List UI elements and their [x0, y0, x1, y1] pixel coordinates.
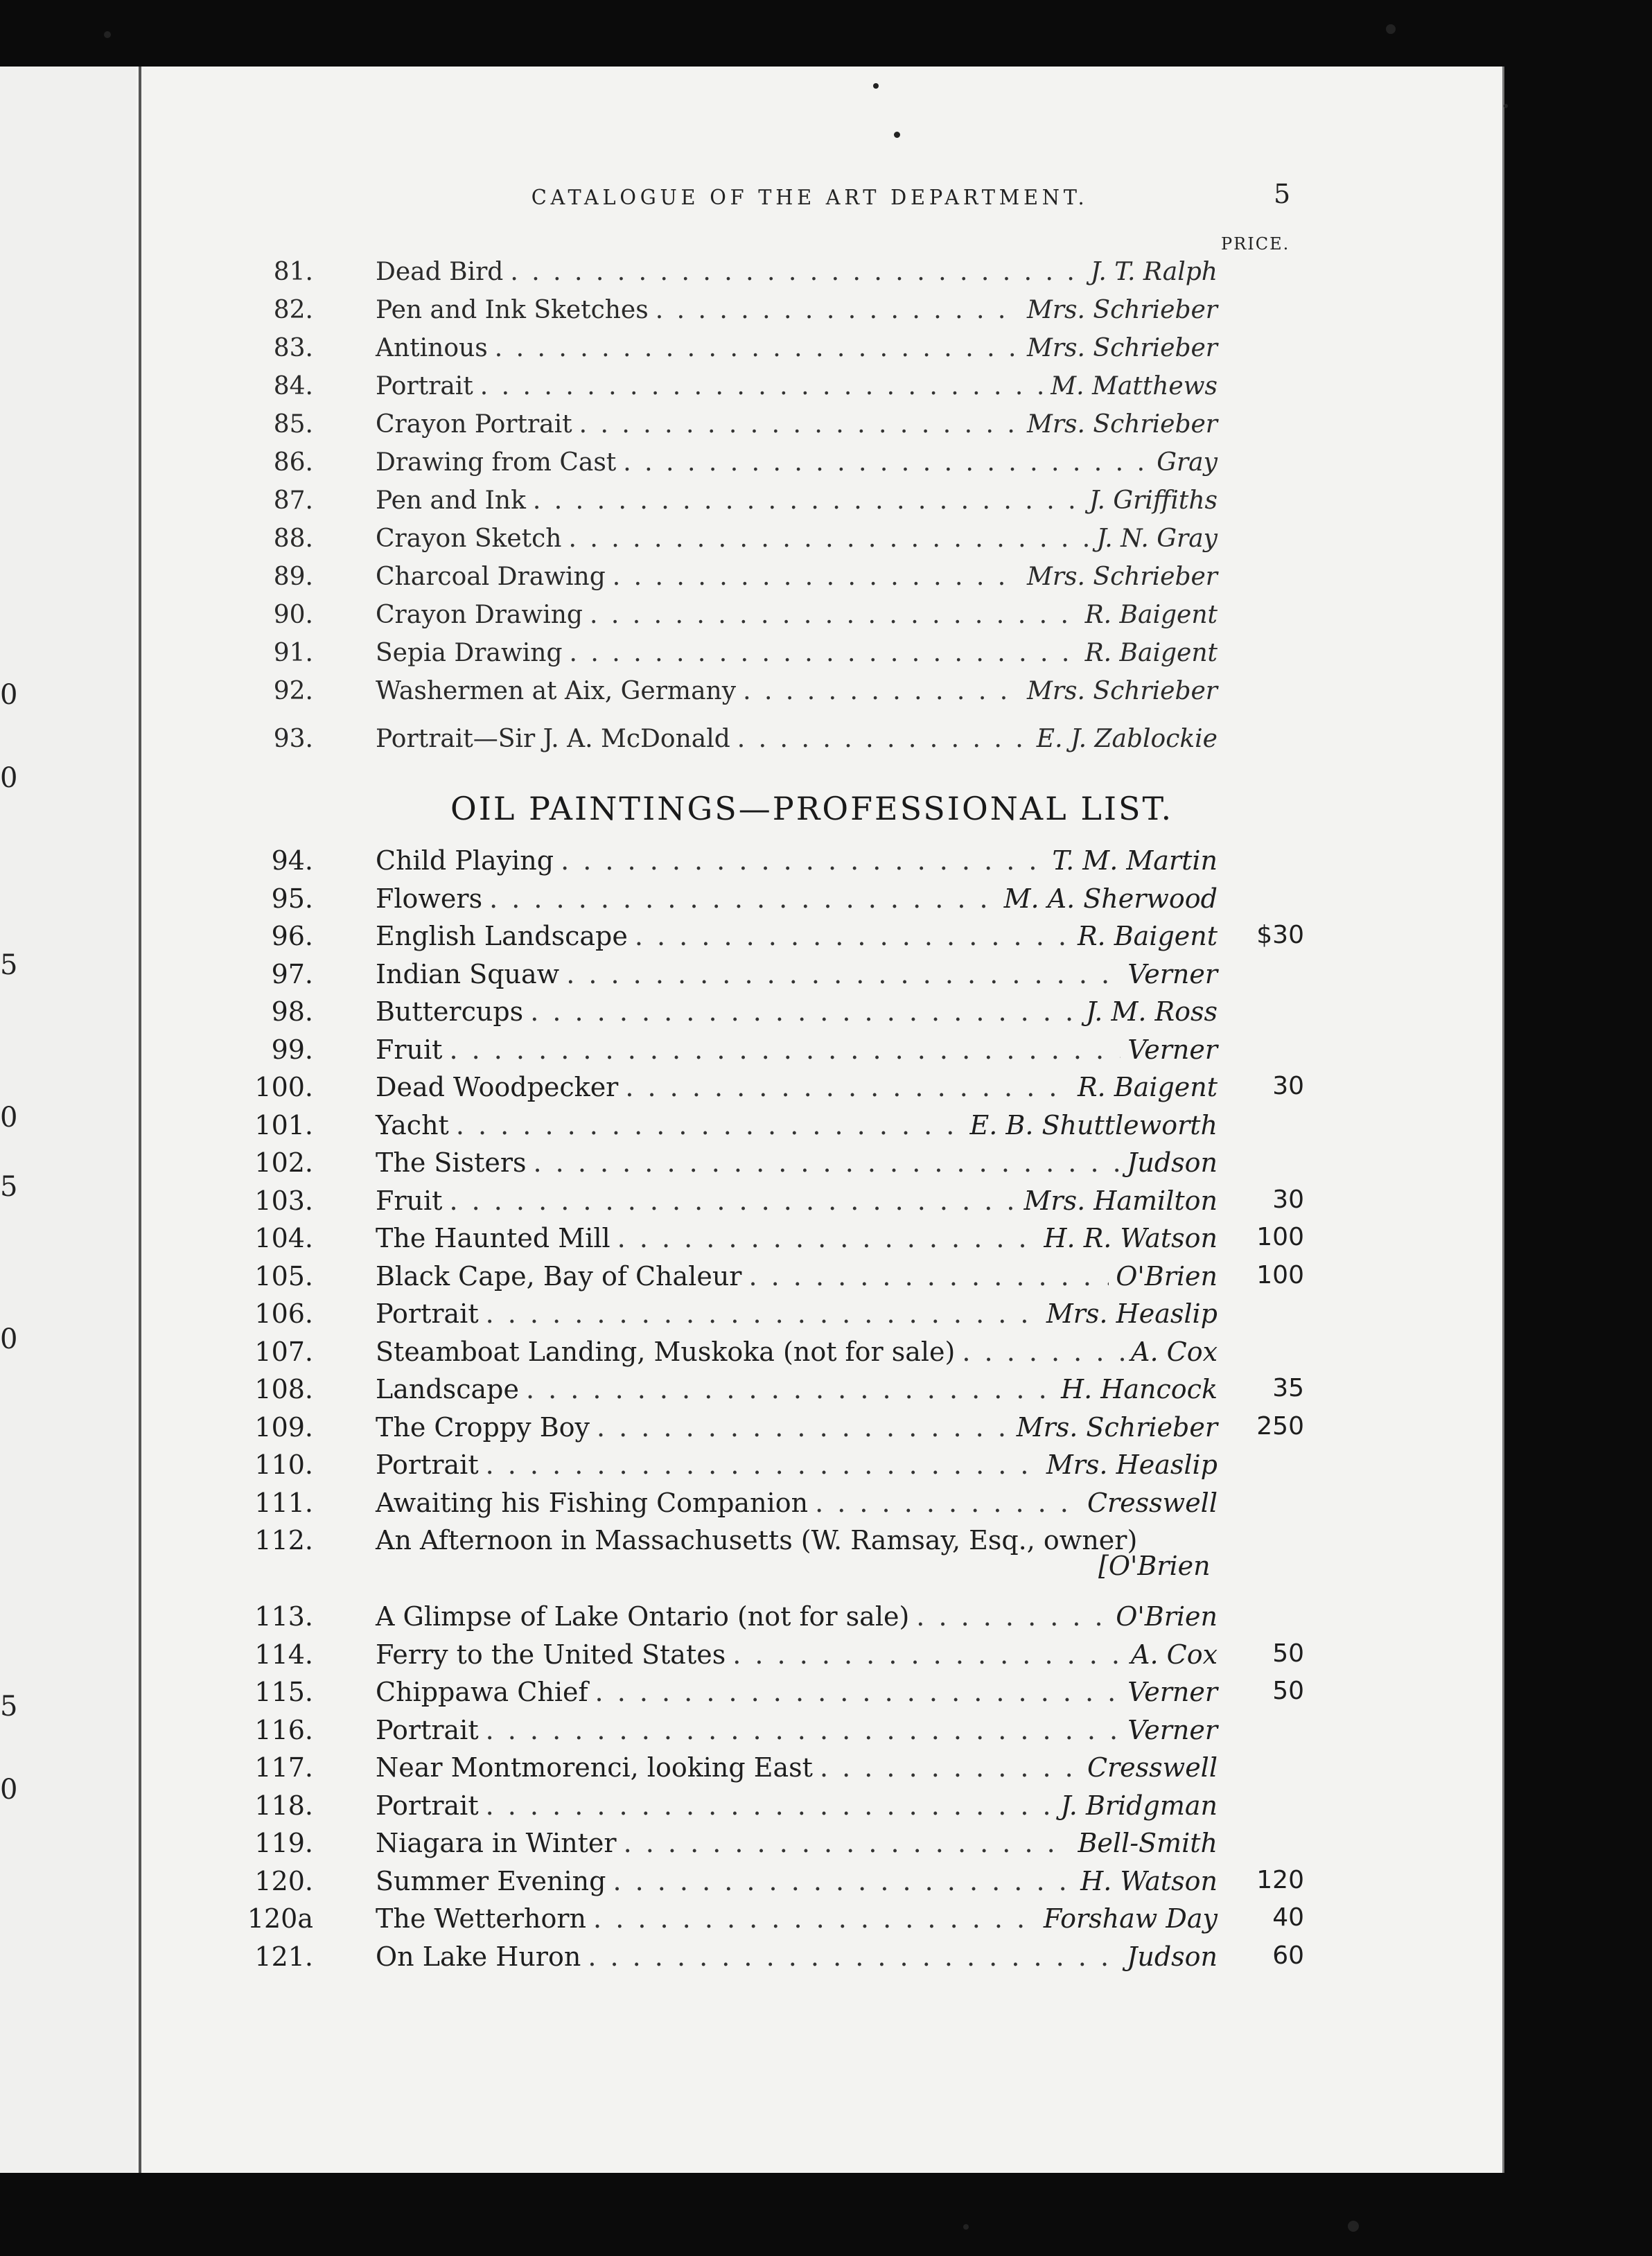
- entry-title: Indian Squaw: [376, 958, 560, 989]
- entry-number: 107.: [254, 1336, 313, 1367]
- entry-line: [376, 959, 1218, 989]
- entry-price: 100: [1256, 1260, 1304, 1289]
- leader-dots: [510, 258, 1083, 286]
- table-row: [254, 1677, 1317, 1711]
- previous-page-fragment: 0: [0, 1774, 18, 1806]
- entry-artist: Cresswell: [1087, 1487, 1218, 1518]
- entry-number: 89.: [273, 563, 313, 591]
- entry-number: 95.: [271, 883, 313, 914]
- entry-title: Dead Woodpecker: [376, 1072, 619, 1102]
- entry-line: [376, 1903, 1218, 1934]
- entry-number: 88.: [273, 525, 313, 553]
- entry-line: [376, 296, 1218, 324]
- entry-number: 121.: [254, 1941, 313, 1972]
- leader-dots: [815, 1488, 1080, 1518]
- entry-title: Crayon Sketch: [376, 525, 562, 553]
- entry-line: [376, 725, 1218, 753]
- entry-line: [376, 372, 1218, 400]
- entry-price: 50: [1272, 1677, 1304, 1705]
- entry-line: [376, 1639, 1218, 1670]
- entry-artist: J. T. Ralph: [1090, 258, 1218, 286]
- previous-page-edge: [0, 67, 136, 2173]
- leader-dots: [656, 296, 1020, 324]
- right-page-rule: [1502, 67, 1504, 2173]
- entry-artist: O'Brien: [1116, 1260, 1218, 1292]
- entry-number: 81.: [273, 258, 313, 286]
- previous-page-fragment: 0: [0, 1102, 18, 1134]
- entry-line: [376, 525, 1218, 553]
- entry-title: Ferry to the United States: [376, 1639, 726, 1670]
- entry-title: Charcoal Drawing: [376, 563, 606, 591]
- leader-dots: [590, 601, 1078, 629]
- scan-speck: [1386, 24, 1396, 34]
- entry-number: 93.: [273, 725, 313, 753]
- entry-number: 96.: [271, 921, 313, 951]
- scan-speck: [894, 132, 900, 138]
- table-row: [254, 1449, 1317, 1484]
- entry-line: [376, 1715, 1218, 1745]
- entry-title: Summer Evening: [376, 1865, 606, 1896]
- entry-artist: Verner: [1127, 1034, 1218, 1065]
- binding-rule: [139, 67, 141, 2173]
- entry-number: 112.: [254, 1525, 313, 1556]
- leader-dots: [486, 1715, 1121, 1745]
- entry-title: Pen and Ink Sketches: [376, 296, 649, 324]
- entry-price: 120: [1256, 1865, 1304, 1894]
- table-row: [273, 296, 1317, 331]
- entry-title: Pen and Ink: [376, 486, 526, 515]
- entry-number: 91.: [273, 639, 313, 667]
- entry-line: [376, 1866, 1218, 1896]
- table-row: [273, 334, 1317, 369]
- leader-dots: [597, 1412, 1010, 1443]
- entry-line: [376, 883, 1218, 914]
- entry-line: [376, 448, 1218, 477]
- leader-dots: [526, 1374, 1054, 1404]
- table-row: [273, 725, 1317, 759]
- entry-line: [376, 1752, 1218, 1783]
- entry-title: Landscape: [376, 1374, 519, 1404]
- table-row: [254, 1941, 1317, 1976]
- leader-dots: [530, 996, 1079, 1027]
- entry-number: 101.: [254, 1109, 313, 1140]
- entry-artist: Verner: [1127, 1677, 1218, 1707]
- table-row: [254, 1790, 1317, 1825]
- previous-page-fragment: 0: [0, 1323, 18, 1355]
- entry-line: [376, 1337, 1218, 1367]
- leader-dots: [617, 1223, 1037, 1253]
- table-row: [271, 883, 1317, 918]
- leader-dots: [566, 959, 1121, 989]
- entry-number: 118.: [254, 1790, 313, 1821]
- entry-line: [376, 1601, 1218, 1632]
- entry-number: 97.: [271, 958, 313, 989]
- entry-number: 87.: [273, 486, 313, 515]
- entry-line: [376, 1677, 1218, 1707]
- previous-page-fragment: 0: [0, 762, 18, 794]
- table-row: [254, 1828, 1317, 1862]
- entry-number: 90.: [273, 601, 313, 629]
- table-row: [254, 1374, 1317, 1409]
- entry-artist: Mrs. Heaslip: [1046, 1298, 1218, 1329]
- entry-line: [376, 1525, 1218, 1556]
- entry-artist: Judson: [1127, 1147, 1218, 1178]
- table-row: [254, 1109, 1317, 1145]
- leader-dots: [456, 1110, 963, 1140]
- price-column-heading: PRICE.: [1221, 234, 1290, 254]
- entry-title: Portrait—Sir J. A. McDonald: [376, 725, 730, 753]
- leader-dots: [635, 921, 1071, 951]
- entry-line: [376, 601, 1218, 629]
- entry-number: 114.: [254, 1639, 313, 1670]
- entry-artist: R. Baigent: [1084, 601, 1218, 629]
- entry-number: 83.: [273, 334, 313, 362]
- entry-artist: H. Hancock: [1060, 1374, 1218, 1404]
- entry-number: 85.: [273, 410, 313, 439]
- scan-speck: [873, 83, 879, 89]
- leader-dots: [595, 1677, 1121, 1707]
- entry-artist: Mrs. Schrieber: [1016, 1411, 1218, 1443]
- entry-line: [376, 1186, 1218, 1216]
- leader-dots: [570, 639, 1078, 667]
- entry-number: 92.: [273, 677, 313, 705]
- entry-artist: Cresswell: [1087, 1752, 1218, 1783]
- table-row: [273, 525, 1317, 559]
- entry-price: 35: [1272, 1374, 1304, 1402]
- leader-dots: [489, 883, 996, 914]
- entry-title: Awaiting his Fishing Companion: [376, 1487, 809, 1518]
- entry-line: [376, 639, 1218, 667]
- continued-artist-112: [O'Brien: [1098, 1551, 1211, 1581]
- table-row: [254, 1639, 1317, 1674]
- leader-dots: [820, 1752, 1080, 1783]
- section-title-oil-paintings: OIL PAINTINGS—PROFESSIONAL LIST.: [450, 790, 1174, 827]
- entry-title: The Haunted Mill: [376, 1223, 610, 1253]
- table-row: [254, 1260, 1317, 1296]
- entry-line: [376, 486, 1218, 515]
- leader-dots: [613, 1866, 1073, 1896]
- entry-artist: J. M. Ross: [1086, 996, 1218, 1027]
- leader-dots: [743, 677, 1020, 705]
- entry-artist: Bell-Smith: [1078, 1828, 1218, 1858]
- entry-artist: R. Baigent: [1084, 639, 1218, 667]
- table-row: [254, 1298, 1317, 1333]
- leader-dots: [624, 1828, 1071, 1858]
- leader-dots: [748, 1261, 1109, 1292]
- table-row: [254, 1147, 1317, 1182]
- entry-line: [376, 1941, 1218, 1972]
- entry-line: [376, 1072, 1218, 1102]
- entry-title: Portrait: [376, 372, 473, 400]
- entry-artist: Mrs. Schrieber: [1026, 677, 1218, 705]
- scan-speck: [104, 31, 111, 38]
- table-row: [271, 921, 1317, 955]
- leader-dots: [533, 486, 1082, 515]
- entry-number: 104.: [254, 1223, 313, 1253]
- entry-artist: H. R. Watson: [1044, 1223, 1218, 1253]
- leader-dots: [480, 372, 1044, 400]
- table-row: [254, 1185, 1317, 1220]
- entry-line: [376, 677, 1218, 705]
- entry-title: An Afternoon in Massachusetts (W. Ramsay, Esq., owner): [376, 1525, 1138, 1556]
- table-row: [254, 1714, 1317, 1750]
- table-row: [254, 1411, 1317, 1447]
- entry-artist: E. B. Shuttleworth: [969, 1109, 1218, 1140]
- entry-price: 30: [1272, 1072, 1304, 1100]
- entry-line: [376, 1034, 1218, 1065]
- entry-title: Near Montmorenci, looking East: [376, 1752, 813, 1783]
- entry-price: 100: [1256, 1223, 1304, 1251]
- leader-dots: [613, 563, 1020, 591]
- leader-dots: [449, 1034, 1121, 1065]
- entry-title: Chippawa Chief: [376, 1677, 588, 1707]
- entry-artist: T. M. Martin: [1052, 845, 1218, 876]
- table-row: [273, 601, 1317, 635]
- leader-dots: [579, 410, 1020, 439]
- entry-title: Yacht: [376, 1109, 449, 1140]
- entry-price: 50: [1272, 1639, 1304, 1668]
- table-row: [271, 845, 1317, 880]
- entry-title: Flowers: [376, 883, 483, 914]
- entry-artist: J. N. Gray: [1096, 525, 1218, 553]
- scan-speck: [963, 2224, 969, 2230]
- entry-number: 103.: [254, 1185, 313, 1216]
- table-row: [254, 1752, 1317, 1787]
- entry-artist: Mrs. Schrieber: [1026, 563, 1218, 591]
- table-row: [273, 448, 1317, 483]
- table-row: [254, 1072, 1317, 1107]
- entry-title: Black Cape, Bay of Chaleur: [376, 1260, 742, 1292]
- table-row: [254, 1601, 1317, 1636]
- entry-line: [376, 1449, 1218, 1480]
- leader-dots: [495, 334, 1020, 362]
- scan-speck: [1504, 104, 1508, 108]
- entry-number: 99.: [271, 1034, 313, 1065]
- entry-number: 100.: [254, 1072, 313, 1102]
- entry-line: [376, 845, 1218, 876]
- table-row: [254, 1336, 1317, 1371]
- entry-title: Buttercups: [376, 996, 524, 1027]
- entry-number: 115.: [254, 1677, 313, 1707]
- entry-line: [376, 1828, 1218, 1858]
- entry-artist: R. Baigent: [1077, 921, 1218, 951]
- entry-title: Fruit: [376, 1185, 443, 1216]
- leader-dots: [962, 1337, 1124, 1367]
- entry-number: 105.: [254, 1260, 313, 1292]
- leader-dots: [732, 1639, 1124, 1670]
- entry-artist: E. J. Zablockie: [1036, 725, 1218, 753]
- entry-title: Steamboat Landing, Muskoka (not for sale): [376, 1336, 956, 1367]
- entry-price: $30: [1256, 921, 1304, 949]
- running-header: CATALOGUE OF THE ART DEPARTMENT.: [531, 186, 1089, 210]
- entry-artist: Gray: [1157, 448, 1218, 477]
- entry-line: [376, 1412, 1218, 1443]
- leader-dots: [561, 845, 1045, 876]
- entry-number: 94.: [271, 845, 313, 876]
- entry-artist: Mrs. Heaslip: [1046, 1449, 1218, 1480]
- entry-line: [376, 996, 1218, 1027]
- entry-title: Child Playing: [376, 845, 554, 876]
- entry-price: 250: [1256, 1411, 1304, 1440]
- entry-number: 109.: [254, 1411, 313, 1443]
- entry-price: 40: [1272, 1903, 1304, 1932]
- leader-dots: [486, 1298, 1039, 1329]
- entry-title: The Croppy Boy: [376, 1411, 590, 1443]
- leader-dots: [568, 525, 1089, 553]
- previous-page-fragment: 0: [0, 679, 18, 711]
- table-row: [273, 372, 1317, 407]
- table-row: [273, 563, 1317, 597]
- entry-line: [376, 1488, 1218, 1518]
- entry-artist: Mrs. Hamilton: [1023, 1185, 1218, 1216]
- entry-line: [376, 563, 1218, 591]
- entry-line: [376, 1223, 1218, 1253]
- table-row: [271, 996, 1317, 1031]
- leader-dots: [588, 1941, 1120, 1972]
- entry-line: [376, 1110, 1218, 1140]
- table-row: [271, 1034, 1317, 1069]
- table-row: [273, 677, 1317, 712]
- entry-number: 106.: [254, 1298, 313, 1329]
- entry-number: 117.: [254, 1752, 313, 1783]
- table-row: [273, 410, 1317, 445]
- table-row: [273, 486, 1317, 521]
- page-number: 5: [1274, 179, 1291, 209]
- entry-artist: M. Matthews: [1051, 372, 1218, 400]
- entry-line: [376, 1261, 1218, 1292]
- table-row: [247, 1903, 1317, 1938]
- entry-artist: Mrs. Schrieber: [1026, 410, 1218, 439]
- entry-artist: Verner: [1127, 958, 1218, 989]
- entry-number: 119.: [254, 1828, 313, 1858]
- entry-artist: R. Baigent: [1077, 1072, 1218, 1102]
- entry-artist: A. Cox: [1131, 1336, 1218, 1367]
- entry-number: 86.: [273, 448, 313, 477]
- leader-dots: [737, 725, 1030, 753]
- table-row: [271, 958, 1317, 994]
- entry-line: [376, 410, 1218, 439]
- entry-title: Sepia Drawing: [376, 639, 563, 667]
- table-row: [254, 1525, 1317, 1560]
- entry-price: 30: [1272, 1185, 1304, 1214]
- entry-line: [376, 258, 1218, 286]
- entry-title: Portrait: [376, 1714, 479, 1745]
- entry-artist: M. A. Sherwood: [1003, 883, 1218, 914]
- scan-speck: [1348, 2221, 1359, 2232]
- table-row: [254, 1487, 1317, 1522]
- entry-title: Washermen at Aix, Germany: [376, 677, 737, 705]
- leader-dots: [486, 1790, 1054, 1821]
- entry-number: 84.: [273, 372, 313, 400]
- previous-page-fragment: 5: [0, 949, 18, 981]
- table-row: [273, 639, 1317, 673]
- entry-title: Crayon Drawing: [376, 601, 583, 629]
- entry-artist: J. Griffiths: [1089, 486, 1218, 515]
- entry-artist: O'Brien: [1116, 1601, 1218, 1632]
- entry-number: 113.: [254, 1601, 313, 1632]
- entry-artist: Mrs. Schrieber: [1026, 296, 1218, 324]
- entry-line: [376, 1374, 1218, 1404]
- entry-title: Fruit: [376, 1034, 443, 1065]
- entry-line: [376, 1147, 1218, 1178]
- entry-number: 82.: [273, 296, 313, 324]
- entry-number: 110.: [254, 1449, 313, 1480]
- table-row: [254, 1865, 1317, 1901]
- entry-line: [376, 334, 1218, 362]
- entry-title: Dead Bird: [376, 258, 504, 286]
- entry-artist: A. Cox: [1131, 1639, 1218, 1670]
- entry-artist: Mrs. Schrieber: [1026, 334, 1218, 362]
- leader-dots: [593, 1903, 1037, 1934]
- entry-number: 120a: [247, 1903, 313, 1934]
- entry-title: English Landscape: [376, 921, 628, 951]
- leader-dots: [625, 1072, 1071, 1102]
- leader-dots: [534, 1147, 1121, 1178]
- table-row: [273, 258, 1317, 292]
- entry-line: [376, 921, 1218, 951]
- leader-dots: [916, 1601, 1109, 1632]
- previous-page-fragment: 5: [0, 1171, 18, 1203]
- entry-title: On Lake Huron: [376, 1941, 581, 1972]
- entry-artist: Verner: [1127, 1714, 1218, 1745]
- entry-number: 102.: [254, 1147, 313, 1178]
- entry-line: [376, 1790, 1218, 1821]
- entry-number: 108.: [254, 1374, 313, 1404]
- entry-title: Crayon Portrait: [376, 410, 572, 439]
- entry-artist: Forshaw Day: [1043, 1903, 1218, 1934]
- entry-title: The Sisters: [376, 1147, 527, 1178]
- entry-title: Portrait: [376, 1298, 479, 1329]
- leader-dots: [449, 1186, 1017, 1216]
- entry-title: Portrait: [376, 1449, 479, 1480]
- entry-title: Drawing from Cast: [376, 448, 617, 477]
- entry-title: The Wetterhorn: [376, 1903, 587, 1934]
- entry-number: 98.: [271, 996, 313, 1027]
- entry-title: Portrait: [376, 1790, 479, 1821]
- entry-number: 120.: [254, 1865, 313, 1896]
- entry-title: Antinous: [376, 334, 488, 362]
- entry-line: [376, 1298, 1218, 1329]
- previous-page-fragment: 5: [0, 1691, 18, 1722]
- table-row: [254, 1223, 1317, 1258]
- entry-number: 116.: [254, 1714, 313, 1745]
- entry-price: 60: [1272, 1941, 1304, 1970]
- entry-number: 111.: [254, 1487, 313, 1518]
- entry-artist: H. Watson: [1080, 1865, 1218, 1896]
- entry-artist: Judson: [1127, 1941, 1218, 1972]
- entry-artist: J. Bridgman: [1060, 1790, 1218, 1821]
- leader-dots: [486, 1449, 1039, 1480]
- leader-dots: [623, 448, 1150, 477]
- entry-title: Niagara in Winter: [376, 1828, 617, 1858]
- entry-title: A Glimpse of Lake Ontario (not for sale): [376, 1601, 910, 1632]
